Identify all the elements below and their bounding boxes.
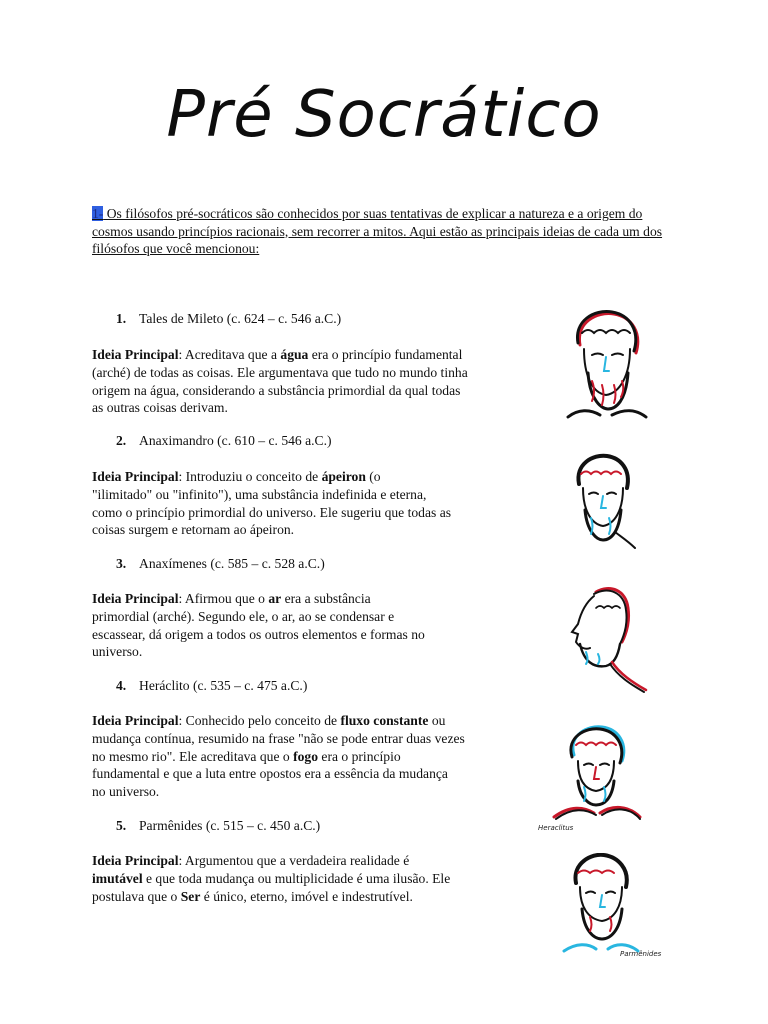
idea-line: origem na água, considerando a substância primordial da qual todas — [92, 382, 461, 398]
idea-line: primordial (arché). Segundo ele, o ar, ao se condensar e — [92, 608, 395, 624]
idea-line: mudança contínua, resumido na frase "não se pode entrar duas vezes — [92, 730, 465, 746]
idea-line: Ideia Principal: Conhecido pelo conceito de fluxo constante ou — [92, 713, 446, 728]
philosopher-heading-1 — [116, 311, 341, 327]
philosopher-idea-5 — [92, 852, 450, 905]
idea-line: as outras coisas derivam. — [92, 400, 228, 416]
intro-text: Os filósofos pré-socráticos são conhecidos por suas tentativas de explicar a natureza e a origem do cosmos usando princípios racionais, sem recorrer a mitos. Aqui estão as principais ideias de cada um dos filósofos que você mencionou: — [92, 206, 663, 256]
portrait-caption-heraclitus: Heraclitus — [538, 824, 574, 832]
idea-line: Ideia Principal: Introduziu o conceito de ápeiron (o — [92, 469, 381, 484]
philosopher-heading-4 — [116, 678, 307, 694]
idea-line: coisas surgem e retornam ao ápeiron. — [92, 522, 295, 538]
idea-line: como o princípio primordial do universo. Ele sugeriu que todas as — [92, 504, 452, 520]
page-title: Pré Socrático — [166, 78, 602, 152]
idea-line: Ideia Principal: Acreditava que a água era o princípio fundamental — [92, 347, 463, 362]
list-number: 1. — [116, 311, 127, 326]
philosopher-name: Tales de Mileto (c. 624 – c. 546 a.C.) — [139, 311, 342, 326]
philosopher-heading-3 — [116, 556, 325, 572]
list-number: 2. — [116, 433, 127, 448]
philosopher-name: Parmênides (c. 515 – c. 450 a.C.) — [139, 818, 321, 833]
philosopher-idea-1 — [92, 346, 468, 417]
idea-line: no mesmo rio". Ele acreditava que o fogo era o princípio — [92, 748, 401, 764]
idea-line: postulava que o Ser é único, eterno, imóvel e indestrutível. — [92, 888, 413, 904]
portrait-anaximenes-icon — [566, 582, 650, 696]
list-number: 3. — [116, 556, 127, 571]
idea-line: no universo. — [92, 784, 160, 800]
philosopher-heading-5 — [116, 818, 320, 834]
idea-line: imutável e que toda mudança ou multiplicidade é uma ilusão. Ele — [92, 870, 451, 886]
intro-paragraph — [92, 205, 682, 258]
philosopher-name: Anaxímenes (c. 585 – c. 528 a.C.) — [139, 556, 325, 571]
portrait-caption-parmenides: Parmênides — [620, 950, 662, 958]
philosopher-idea-3 — [92, 590, 425, 661]
philosopher-idea-4 — [92, 712, 465, 801]
idea-line: escassear, dá origem a todos os outros elementos e formas no — [92, 626, 425, 642]
idea-line: fundamental e que a luta entre opostos era a essência da mudança — [92, 766, 448, 782]
idea-line: Ideia Principal: Argumentou que a verdadeira realidade é — [92, 853, 410, 868]
list-number: 5. — [116, 818, 127, 833]
philosopher-name: Anaximandro (c. 610 – c. 546 a.C.) — [139, 433, 332, 448]
intro-number: 1- — [92, 206, 104, 221]
portrait-heraclitus-icon — [550, 725, 642, 821]
portrait-anaximander-icon — [565, 452, 637, 550]
portrait-thales-icon — [562, 305, 648, 425]
idea-line: universo. — [92, 644, 143, 660]
list-number: 4. — [116, 678, 127, 693]
philosopher-heading-2 — [116, 433, 332, 449]
philosopher-idea-2 — [92, 468, 451, 539]
idea-line: Ideia Principal: Afirmou que o ar era a substância — [92, 591, 371, 606]
philosopher-name: Heráclito (c. 535 – c. 475 a.C.) — [139, 678, 308, 693]
idea-line: "ilimitado" ou "infinito"), uma substância indefinida e eterna, — [92, 486, 427, 502]
portrait-parmenides-icon — [562, 853, 640, 953]
idea-line: (arché) de todas as coisas. Ele argumentava que tudo no mundo tinha — [92, 364, 468, 380]
